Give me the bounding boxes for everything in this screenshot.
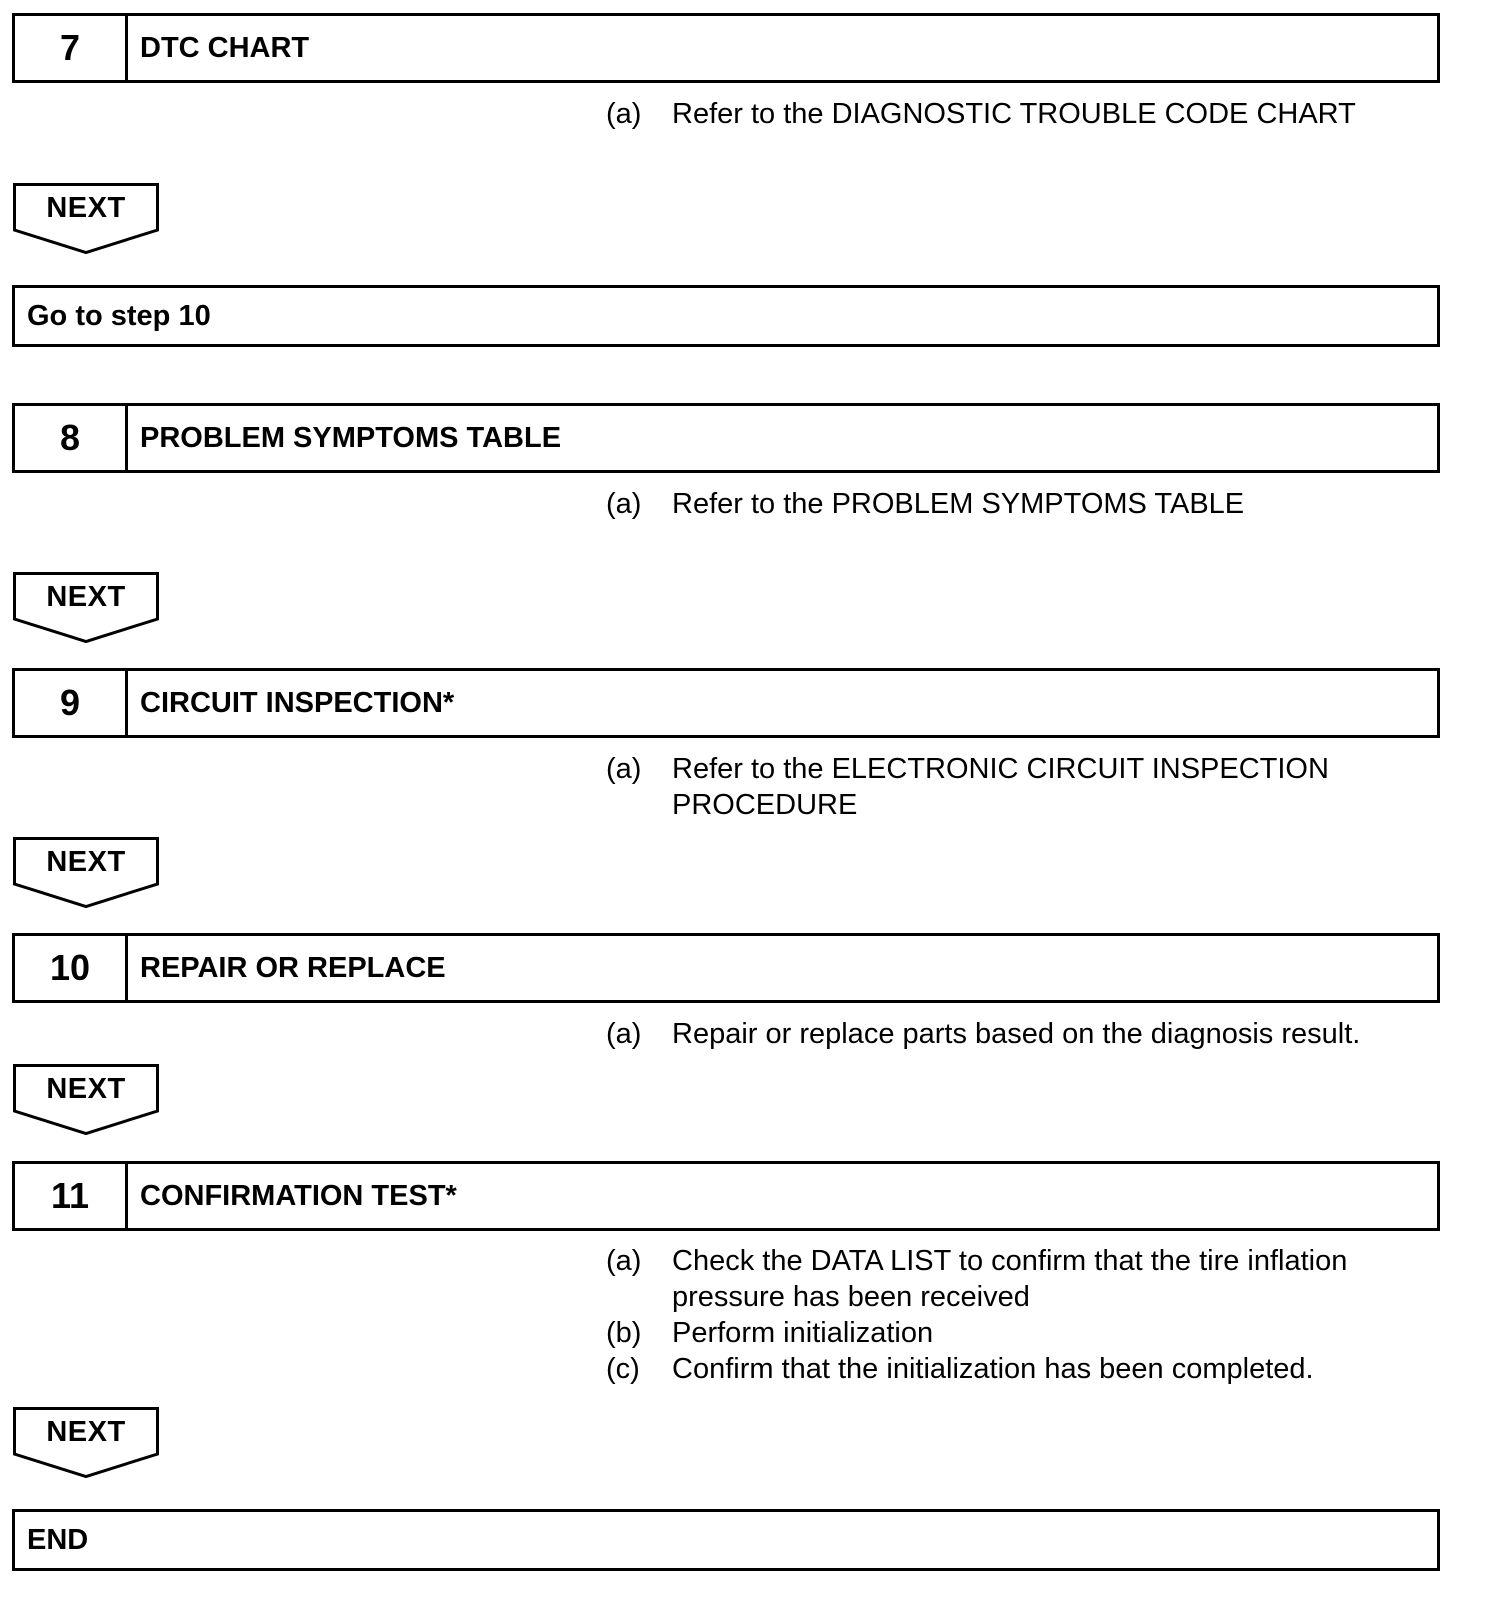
step-10-header <box>12 933 1440 1003</box>
next-label: NEXT <box>46 846 126 878</box>
instruction-text: Repair or replace parts based on the diagnosis result. <box>672 1018 1361 1050</box>
instruction-item <box>606 1315 1446 1351</box>
next-label: NEXT <box>46 581 126 613</box>
instruction-letter: (b) <box>606 1317 642 1349</box>
instruction-letter: (a) <box>606 753 642 785</box>
step-title: CONFIRMATION TEST* <box>140 1179 457 1212</box>
step-number: 9 <box>15 671 128 735</box>
step-11-instructions <box>606 1243 1446 1387</box>
step-title: PROBLEM SYMPTOMS TABLE <box>140 421 562 454</box>
next-arrow <box>13 572 159 644</box>
instruction-line: Check the DATA LIST to confirm that the tire inflation <box>672 1245 1348 1277</box>
step-number: 8 <box>15 406 128 470</box>
step-9-header <box>12 668 1440 738</box>
step-10-instructions <box>606 1016 1446 1052</box>
instruction-item <box>606 486 1446 522</box>
step-8-header <box>12 403 1440 473</box>
step-number: 7 <box>15 16 128 80</box>
instruction-line: pressure has been received <box>672 1281 1030 1313</box>
instruction-line: PROCEDURE <box>672 789 858 821</box>
instruction-item <box>606 1351 1446 1387</box>
next-arrow <box>13 1064 159 1136</box>
next-label: NEXT <box>46 192 126 224</box>
step-8-instructions <box>606 486 1446 522</box>
instruction-item <box>606 96 1446 132</box>
instruction-letter: (c) <box>606 1353 640 1385</box>
instruction-letter: (a) <box>606 488 642 520</box>
step-7-header <box>12 13 1440 83</box>
step-title: DTC CHART <box>140 31 310 64</box>
step-7-instructions <box>606 96 1446 132</box>
next-label: NEXT <box>46 1073 126 1105</box>
instruction-text: Refer to the PROBLEM SYMPTOMS TABLE <box>672 488 1245 520</box>
step-number: 11 <box>15 1164 128 1228</box>
next-label: NEXT <box>46 1416 126 1448</box>
instruction-letter: (a) <box>606 98 642 130</box>
step-11-header <box>12 1161 1440 1231</box>
step-9-instructions <box>606 751 1446 823</box>
instruction-text: Confirm that the initialization has been completed. <box>672 1353 1314 1385</box>
step-number: 10 <box>15 936 128 1000</box>
goto-step-box: Go to step 10 <box>12 285 1440 347</box>
instruction-letter: (a) <box>606 1018 642 1050</box>
instruction-item <box>606 1243 1446 1315</box>
step-title: REPAIR OR REPLACE <box>140 951 446 984</box>
instruction-text <box>672 751 1446 823</box>
instruction-text <box>672 1243 1446 1315</box>
instruction-letter: (a) <box>606 1245 642 1277</box>
next-arrow <box>13 837 159 909</box>
step-title: CIRCUIT INSPECTION* <box>140 686 455 719</box>
instruction-item <box>606 751 1446 823</box>
instruction-item <box>606 1016 1446 1052</box>
instruction-text: Refer to the DIAGNOSTIC TROUBLE CODE CHART <box>672 98 1356 130</box>
next-arrow <box>13 1407 159 1479</box>
instruction-line: Refer to the ELECTRONIC CIRCUIT INSPECTION <box>672 753 1329 785</box>
next-arrow <box>13 183 159 255</box>
instruction-text: Perform initialization <box>672 1317 934 1349</box>
end-box: END <box>12 1509 1440 1571</box>
